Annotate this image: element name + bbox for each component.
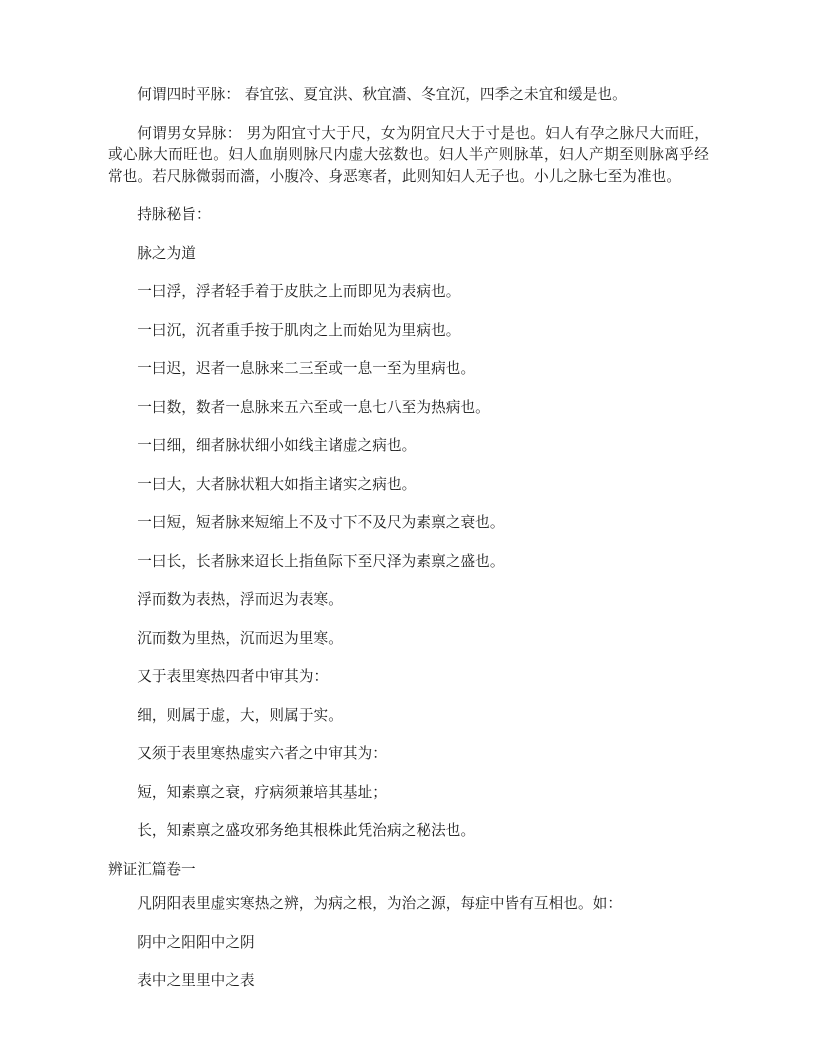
paragraph-block: [108, 820, 709, 842]
para-biaozhongzhili: 表中之里里中之表: [137, 972, 255, 989]
paragraph-block: [108, 204, 709, 226]
paragraph-block: [108, 123, 709, 188]
para-xi: 一曰细，细者脉状细小如线主诸虚之病也。: [137, 437, 417, 454]
paragraph-block: [108, 320, 709, 342]
para-fu-shuo-biao: 浮而数为表热，浮而迟为表寒。: [137, 591, 343, 608]
paragraph-block: [108, 782, 709, 804]
section-heading-block: [108, 859, 709, 881]
para-chi: 一曰迟，迟者一息脉来二三至或一息一至为里病也。: [137, 360, 476, 377]
paragraph-block: [108, 358, 709, 380]
para-mai-zhi-wei-dao: 脉之为道: [137, 244, 196, 262]
para-fu: 一曰浮，浮者轻手着于皮肤之上而即见为表病也。: [137, 283, 461, 300]
para-fan-yinyang: 凡阴阳表里虚实寒热之辨，为病之根，为治之源，每症中皆有互相也。如：: [137, 895, 623, 912]
paragraph-block: [108, 970, 709, 992]
paragraph-block: [108, 932, 709, 954]
para-chimai-mizhi: 持脉秘旨：: [137, 206, 211, 223]
para-duan-jizhi: 短，知素禀之衰，疗病须兼培其基址；: [137, 783, 387, 801]
paragraph-block: [108, 397, 709, 419]
para-nannv-yimai: 何谓男女异脉： 男为阳宜寸大于尺，女为阴宜尺大于寸是也。妇人有孕之脉尺大而旺，或心脉大而旺也。妇人血崩则脉尺内虚大弦数也。妇人半产则脉革，妇人产期至则脉离乎经常也。若尺脉微弱而濇，小腹冷、身恶寒者，此则知妇人无子也。小儿之脉七至为准也。: [108, 124, 709, 185]
paragraph-block: [108, 666, 709, 688]
para-chang-jizhi: 长，知素禀之盛攻邪务绝其根株此凭治病之秘法也。: [137, 822, 476, 839]
para-da: 一曰大，大者脉状粗大如指主诸实之病也。: [137, 475, 417, 493]
para-siji-pingmai: 何谓四时平脉： 春宜弦、夏宜洪、秋宜濇、冬宜沉，四季之未宜和缓是也。: [137, 86, 627, 103]
paragraph-block: [108, 512, 709, 534]
para-shuo: 一曰数，数者一息脉来五六至或一息七八至为热病也。: [137, 398, 490, 416]
paragraph-block: [108, 743, 709, 765]
para-chang: 一曰长，长者脉来迢长上指鱼际下至尺泽为素禀之盛也。: [137, 552, 505, 570]
para-chen-shuo-li: 沉而数为里热，沉而迟为里寒。: [137, 629, 343, 647]
paragraph-block: [108, 474, 709, 496]
para-you-yu-sizhe: 又于表里寒热四者中审其为：: [137, 668, 329, 685]
heading-bianzheng-huipian-juanyi: 辨证汇篇卷一: [108, 860, 196, 878]
para-you-xu-liuzhe: 又须于表里寒热虚实六者之中审其为：: [137, 745, 387, 762]
paragraph-block: [108, 551, 709, 573]
document-text-column: [108, 84, 709, 1009]
paragraph-block: [108, 705, 709, 727]
paragraph-block: [108, 628, 709, 650]
paragraph-block: [108, 435, 709, 457]
paragraph-block: [108, 84, 709, 106]
para-yinzhongzhiyang: 阴中之阳阳中之阴: [137, 933, 255, 951]
para-chen: 一曰沉，沉者重手按于肌肉之上而始见为里病也。: [137, 321, 461, 339]
paragraph-block: [108, 893, 709, 915]
para-duan: 一曰短，短者脉来短缩上不及寸下不及尺为素禀之衰也。: [137, 514, 505, 531]
paragraph-block: [108, 589, 709, 611]
para-xi-da-xu-shi: 细，则属于虚，大，则属于实。: [137, 706, 343, 724]
paragraph-block: [108, 281, 709, 303]
paragraph-block: [108, 243, 709, 265]
